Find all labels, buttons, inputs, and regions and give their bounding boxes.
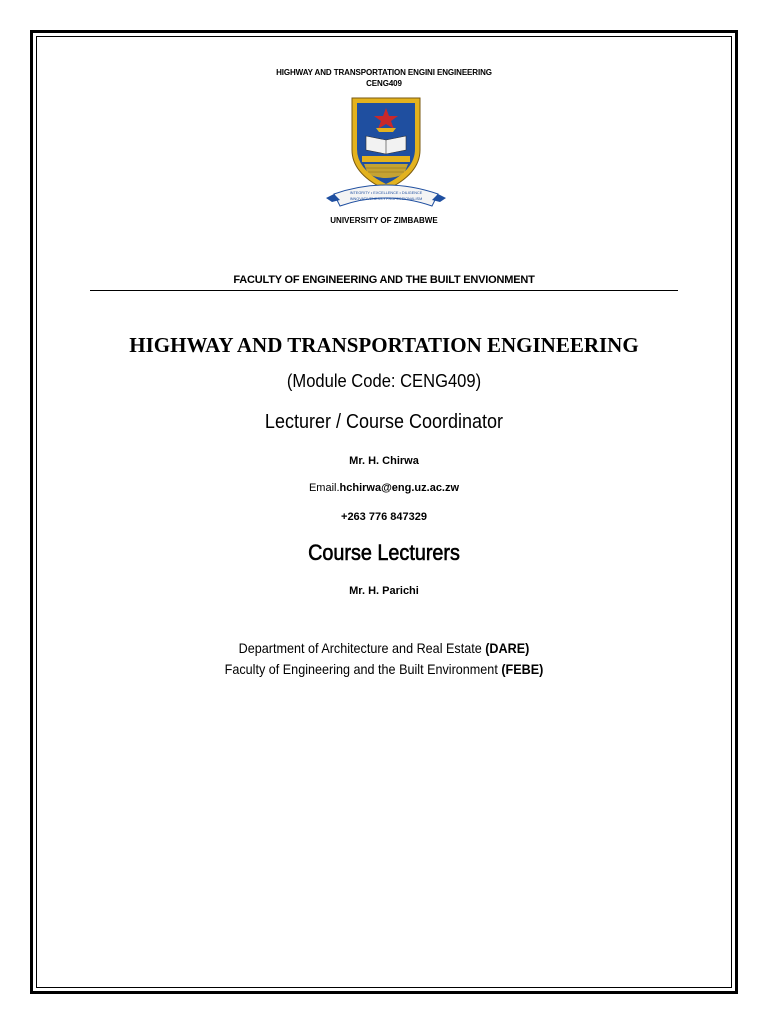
email-line [0,482,768,494]
heading-rule [90,290,678,291]
department-line [38,640,729,656]
university-logo [320,94,452,218]
faculty-heading: FACULTY OF ENGINEERING AND THE BUILT ENVIONMENT [233,274,535,286]
email-label: Email. [308,482,340,494]
coordinator-name: Mr. H. Chirwa [349,455,419,467]
email-address[interactable]: hchirwa@eng.uz.ac.zw [339,482,460,494]
logo-ribbon-text-1: INTEGRITY • EXCELLENCE • DILIGENCE [349,191,423,195]
header-course-code: CENG409 [366,79,402,88]
coordinator-heading: Lecturer / Course Coordinator [264,411,504,433]
university-name: UNIVERSITY OF ZIMBABWE [330,216,438,225]
module-code: (Module Code: CENG409) [286,371,482,391]
university-crest-icon [320,94,452,218]
faculty-abbr: (FEBE) [501,661,544,677]
coordinator-phone: +263 776 847329 [341,511,427,523]
lecturers-heading: Course Lecturers [308,540,460,565]
department-abbr: (DARE) [485,640,530,656]
faculty-line [38,661,729,677]
department-text: Department of Architecture and Real Estate [238,640,486,656]
lecturer-name: Mr. H. Parichi [349,585,419,597]
course-title: HIGHWAY AND TRANSPORTATION ENGINEERING [129,333,639,357]
logo-ribbon-text-2: INNOVATIVENESS • PROFESSIONALISM [349,197,423,201]
header-course-title: HIGHWAY AND TRANSPORTATION ENGINI ENGINEERING [276,68,492,77]
faculty-text: Faculty of Engineering and the Built Environment [224,661,502,677]
